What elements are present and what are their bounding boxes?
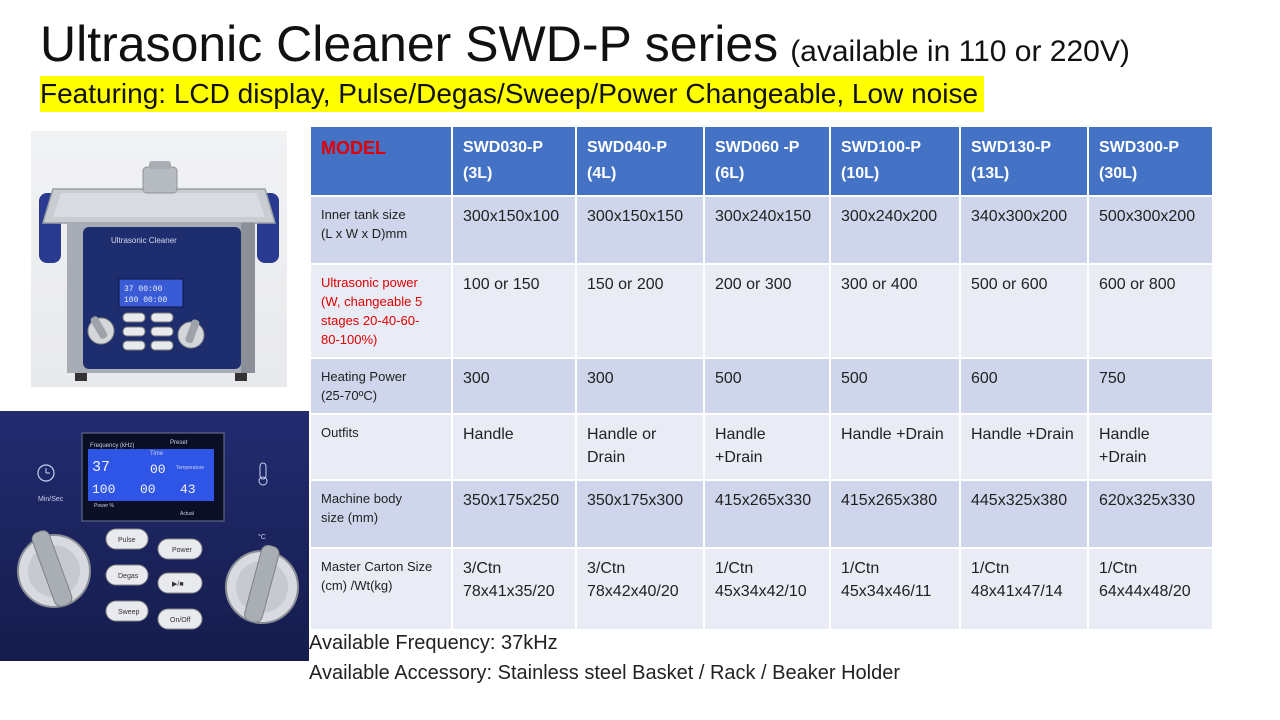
lcd-power-value: 100 bbox=[92, 482, 116, 497]
play-stop-button: ▶/■ bbox=[172, 581, 184, 588]
table-cell: 445x325x380 bbox=[961, 481, 1087, 547]
lcd-time-value-2: 00 bbox=[140, 482, 156, 497]
lcd-temp-value: 43 bbox=[180, 482, 196, 497]
model-column-header: SWD040-P (4L) bbox=[577, 127, 703, 195]
row-label: Ultrasonic power (W, changeable 5 stages 20-40-60- 80-100%) bbox=[311, 265, 451, 357]
device-brand-label: Ultrasonic Cleaner bbox=[111, 236, 177, 245]
table-cell: 500 or 600 bbox=[961, 265, 1087, 357]
table-cell: 340x300x200 bbox=[961, 197, 1087, 263]
ultrasonic-cleaner-image bbox=[31, 131, 287, 387]
table-cell: 300 bbox=[453, 359, 575, 413]
table-cell: Handle +Drain bbox=[961, 415, 1087, 479]
lcd-frequency-label: Frequency (kHz) bbox=[90, 443, 135, 449]
table-cell: 620x325x330 bbox=[1089, 481, 1212, 547]
available-accessory: Available Accessory: Stainless steel Basket / Rack / Beaker Holder bbox=[309, 662, 901, 684]
table-row bbox=[311, 197, 1212, 263]
table-cell: Handle +Drain bbox=[831, 415, 959, 479]
table-cell: 3/Ctn 78x41x35/20 bbox=[453, 549, 575, 629]
lcd-time-value: 00 bbox=[150, 462, 166, 477]
degas-button: Degas bbox=[118, 573, 139, 580]
table-cell: 150 or 200 bbox=[577, 265, 703, 357]
table-cell: 500x300x200 bbox=[1089, 197, 1212, 263]
table-cell: 100 or 150 bbox=[453, 265, 575, 357]
table-header-row bbox=[311, 127, 1212, 195]
product-photo bbox=[31, 131, 287, 387]
table-row bbox=[311, 549, 1212, 629]
table-cell: 350x175x250 bbox=[453, 481, 575, 547]
lcd-power-label: Power % bbox=[94, 503, 115, 509]
table-row bbox=[311, 481, 1212, 547]
table-cell: 3/Ctn 78x42x40/20 bbox=[577, 549, 703, 629]
control-panel-photo bbox=[0, 411, 309, 661]
table-cell: 750 bbox=[1089, 359, 1212, 413]
model-column-header: SWD030-P (3L) bbox=[453, 127, 575, 195]
model-column-header: SWD100-P (10L) bbox=[831, 127, 959, 195]
table-cell: 1/Ctn 64x44x48/20 bbox=[1089, 549, 1212, 629]
table-cell: 415x265x380 bbox=[831, 481, 959, 547]
model-column-header: SWD300-P (30L) bbox=[1089, 127, 1212, 195]
table-cell: 500 bbox=[831, 359, 959, 413]
table-cell: 200 or 300 bbox=[705, 265, 829, 357]
title-voltage-note: (available in 110 or 220V) bbox=[790, 35, 1130, 68]
table-cell: 300 or 400 bbox=[831, 265, 959, 357]
model-header: MODEL bbox=[311, 127, 451, 195]
row-label: Outfits bbox=[311, 415, 451, 479]
table-cell: Handle bbox=[453, 415, 575, 479]
table-cell: Handle or Drain bbox=[577, 415, 703, 479]
table-cell: 1/Ctn 45x34x42/10 bbox=[705, 549, 829, 629]
table-cell: 300x150x100 bbox=[453, 197, 575, 263]
table-cell: 1/Ctn 45x34x46/11 bbox=[831, 549, 959, 629]
spec-table bbox=[309, 125, 1214, 631]
row-label: Machine body size (mm) bbox=[311, 481, 451, 547]
lcd-line-1: 37 00:00 bbox=[124, 285, 163, 294]
lcd-temperature-label: Temperature bbox=[176, 465, 205, 471]
table-row bbox=[311, 359, 1212, 413]
table-cell: 300 bbox=[577, 359, 703, 413]
table-row bbox=[311, 265, 1212, 357]
table-cell: Handle +Drain bbox=[705, 415, 829, 479]
pulse-button: Pulse bbox=[118, 537, 136, 544]
table-cell: 1/Ctn 48x41x47/14 bbox=[961, 549, 1087, 629]
table-cell: 600 or 800 bbox=[1089, 265, 1212, 357]
table-row bbox=[311, 415, 1212, 479]
power-button: Power bbox=[172, 547, 192, 554]
table-cell: 350x175x300 bbox=[577, 481, 703, 547]
table-cell: 300x240x200 bbox=[831, 197, 959, 263]
lcd-time-label: Time bbox=[150, 451, 164, 457]
lcd-actual-label: Actual bbox=[180, 511, 194, 517]
table-cell: Handle +Drain bbox=[1089, 415, 1212, 479]
table-cell: 500 bbox=[705, 359, 829, 413]
table-cell: 300x150x150 bbox=[577, 197, 703, 263]
table-cell: 300x240x150 bbox=[705, 197, 829, 263]
model-column-header: SWD060 -P (6L) bbox=[705, 127, 829, 195]
title-main: Ultrasonic Cleaner SWD-P series bbox=[40, 16, 779, 72]
sweep-button: Sweep bbox=[118, 609, 140, 616]
table-cell: 415x265x330 bbox=[705, 481, 829, 547]
feature-banner: Featuring: LCD display, Pulse/Degas/Sweep/Power Changeable, Low noise bbox=[40, 76, 984, 112]
on-off-button: On/Off bbox=[170, 617, 191, 624]
lcd-preset-label: Preset bbox=[170, 440, 188, 446]
lcd-frequency-value: 37 bbox=[92, 459, 111, 476]
row-label: Inner tank size (L x W x D)mm bbox=[311, 197, 451, 263]
table-cell: 600 bbox=[961, 359, 1087, 413]
model-column-header: SWD130-P (13L) bbox=[961, 127, 1087, 195]
row-label: Heating Power (25-70ºC) bbox=[311, 359, 451, 413]
min-sec-label: Min/Sec bbox=[38, 496, 64, 503]
lcd-line-2: 100 00:00 bbox=[124, 296, 168, 305]
available-frequency: Available Frequency: 37kHz bbox=[309, 632, 558, 654]
control-panel-image bbox=[0, 411, 309, 661]
celsius-label: °C bbox=[258, 534, 266, 541]
row-label: Master Carton Size (cm) /Wt(kg) bbox=[311, 549, 451, 629]
